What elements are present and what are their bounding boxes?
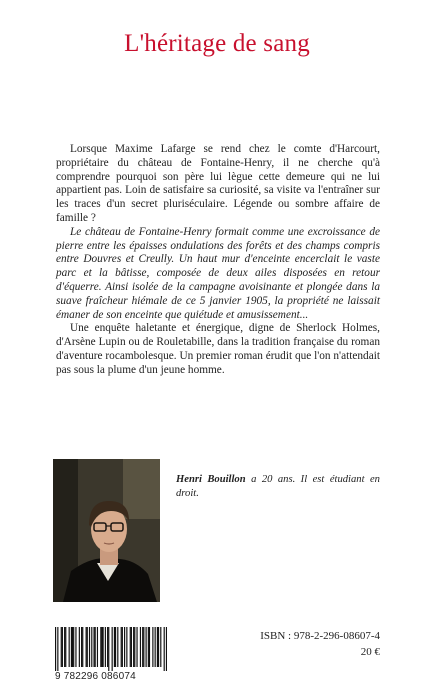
barcode-bar bbox=[79, 627, 80, 667]
author-portrait-image bbox=[53, 459, 160, 602]
barcode-bar bbox=[164, 627, 165, 671]
barcode-bar bbox=[126, 627, 127, 667]
barcode-bar bbox=[101, 627, 102, 667]
barcode-bar bbox=[75, 627, 76, 667]
barcode-bar bbox=[117, 627, 118, 667]
author-name: Henri Bouillon bbox=[176, 474, 246, 485]
price-label: 20 € bbox=[360, 646, 380, 658]
synopsis-paragraph: Lorsque Maxime Lafarge se rend chez le comte d'Harcourt, propriétaire du château de Fontaine-Henry, il ne cherche qu'à comprendre pourquoi son père lui lègue cette demeure qui ne lui appartient pas. Loin de satisfaire sa curiosité, sa visite va l'entraîner sur les traces d'un secret pluriséculaire. Légende ou sombre affaire de famille ? bbox=[56, 143, 380, 224]
barcode-bar bbox=[95, 627, 96, 667]
barcode-bar bbox=[64, 627, 65, 667]
barcode-bar bbox=[82, 627, 83, 667]
barcode-bar bbox=[158, 627, 159, 667]
barcode-bar bbox=[81, 627, 82, 667]
barcode-bar bbox=[143, 627, 144, 667]
barcode-bar bbox=[65, 627, 66, 667]
barcode-bar bbox=[157, 627, 158, 667]
barcode-bar bbox=[146, 627, 147, 667]
barcode-bar bbox=[91, 627, 92, 667]
barcode-bar bbox=[149, 627, 150, 667]
barcode-bar bbox=[152, 627, 153, 667]
barcode-bar bbox=[97, 627, 98, 667]
barcode-bar bbox=[71, 627, 72, 667]
barcode-bar bbox=[100, 627, 101, 667]
barcode-bar bbox=[61, 627, 62, 667]
barcode-bar bbox=[86, 627, 87, 667]
barcode-bar bbox=[121, 627, 122, 667]
barcode-bar bbox=[160, 627, 161, 667]
excerpt-paragraph: Le château de Fontaine-Henry formait comme une excroissance de pierre entre les épaisses ondulations des forêts et des champs compris entre Douvres et Creully. Un haut mur d'enceinte encerclait le vaste parc et la bâtisse, composée de deux ailes disposées en retour d'équerre. Ainsi isolée de la campagne avoisinante et plongée dans la suave fraîcheur hiémale de ce 5 janvier 1905, la propriété ne laissait émaner de son enceinte que quiétude et amusissement... bbox=[56, 225, 380, 321]
barcode-bar bbox=[155, 627, 156, 667]
barcode-bar bbox=[87, 627, 88, 667]
barcode-bar bbox=[57, 627, 58, 671]
barcode-bar bbox=[131, 627, 132, 667]
barcode-bar bbox=[124, 627, 125, 667]
barcode-bar bbox=[134, 627, 135, 667]
barcode-bar bbox=[107, 627, 108, 667]
barcode-bar bbox=[166, 627, 167, 671]
barcode-bar bbox=[103, 627, 104, 667]
barcode-bar bbox=[105, 627, 106, 667]
barcode-digits: 9 782296 086074 bbox=[55, 671, 136, 682]
barcode-bar bbox=[62, 627, 63, 667]
barcode-bar bbox=[93, 627, 94, 667]
back-cover-text bbox=[56, 143, 380, 378]
barcode-bar bbox=[89, 627, 90, 667]
barcode-bar bbox=[69, 627, 70, 667]
author-bio bbox=[176, 473, 380, 500]
book-title: L'héritage de sang bbox=[124, 30, 310, 57]
barcode-bars bbox=[55, 627, 167, 671]
barcode-bar bbox=[112, 627, 113, 671]
review-paragraph: Une enquête haletante et énergique, digne de Sherlock Holmes, d'Arsène Lupin ou de Rouletabille, dans la tradition française du roman d'aventure rocambolesque. Un premier roman érudit que l'on n'attendait pas sous la plume d'un jeune homme. bbox=[56, 322, 380, 376]
barcode-bar bbox=[108, 627, 109, 671]
barcode-bar bbox=[122, 627, 123, 667]
barcode-bar bbox=[130, 627, 131, 667]
barcode-bar bbox=[142, 627, 143, 667]
barcode-bar bbox=[72, 627, 73, 667]
barcode-bar bbox=[73, 627, 74, 667]
barcode-bar bbox=[133, 627, 134, 667]
barcode-bar bbox=[55, 627, 56, 671]
barcode-bar bbox=[148, 627, 149, 667]
author-photo bbox=[53, 459, 160, 602]
barcode-bar bbox=[114, 627, 115, 667]
barcode-bar bbox=[136, 627, 137, 667]
barcode-bar bbox=[140, 627, 141, 667]
barcode-bar bbox=[115, 627, 116, 667]
author-bio-text: a 20 ans. Il est étudiant en droit. bbox=[176, 474, 380, 499]
isbn-label: ISBN : 978-2-296-08607-4 bbox=[260, 630, 380, 642]
